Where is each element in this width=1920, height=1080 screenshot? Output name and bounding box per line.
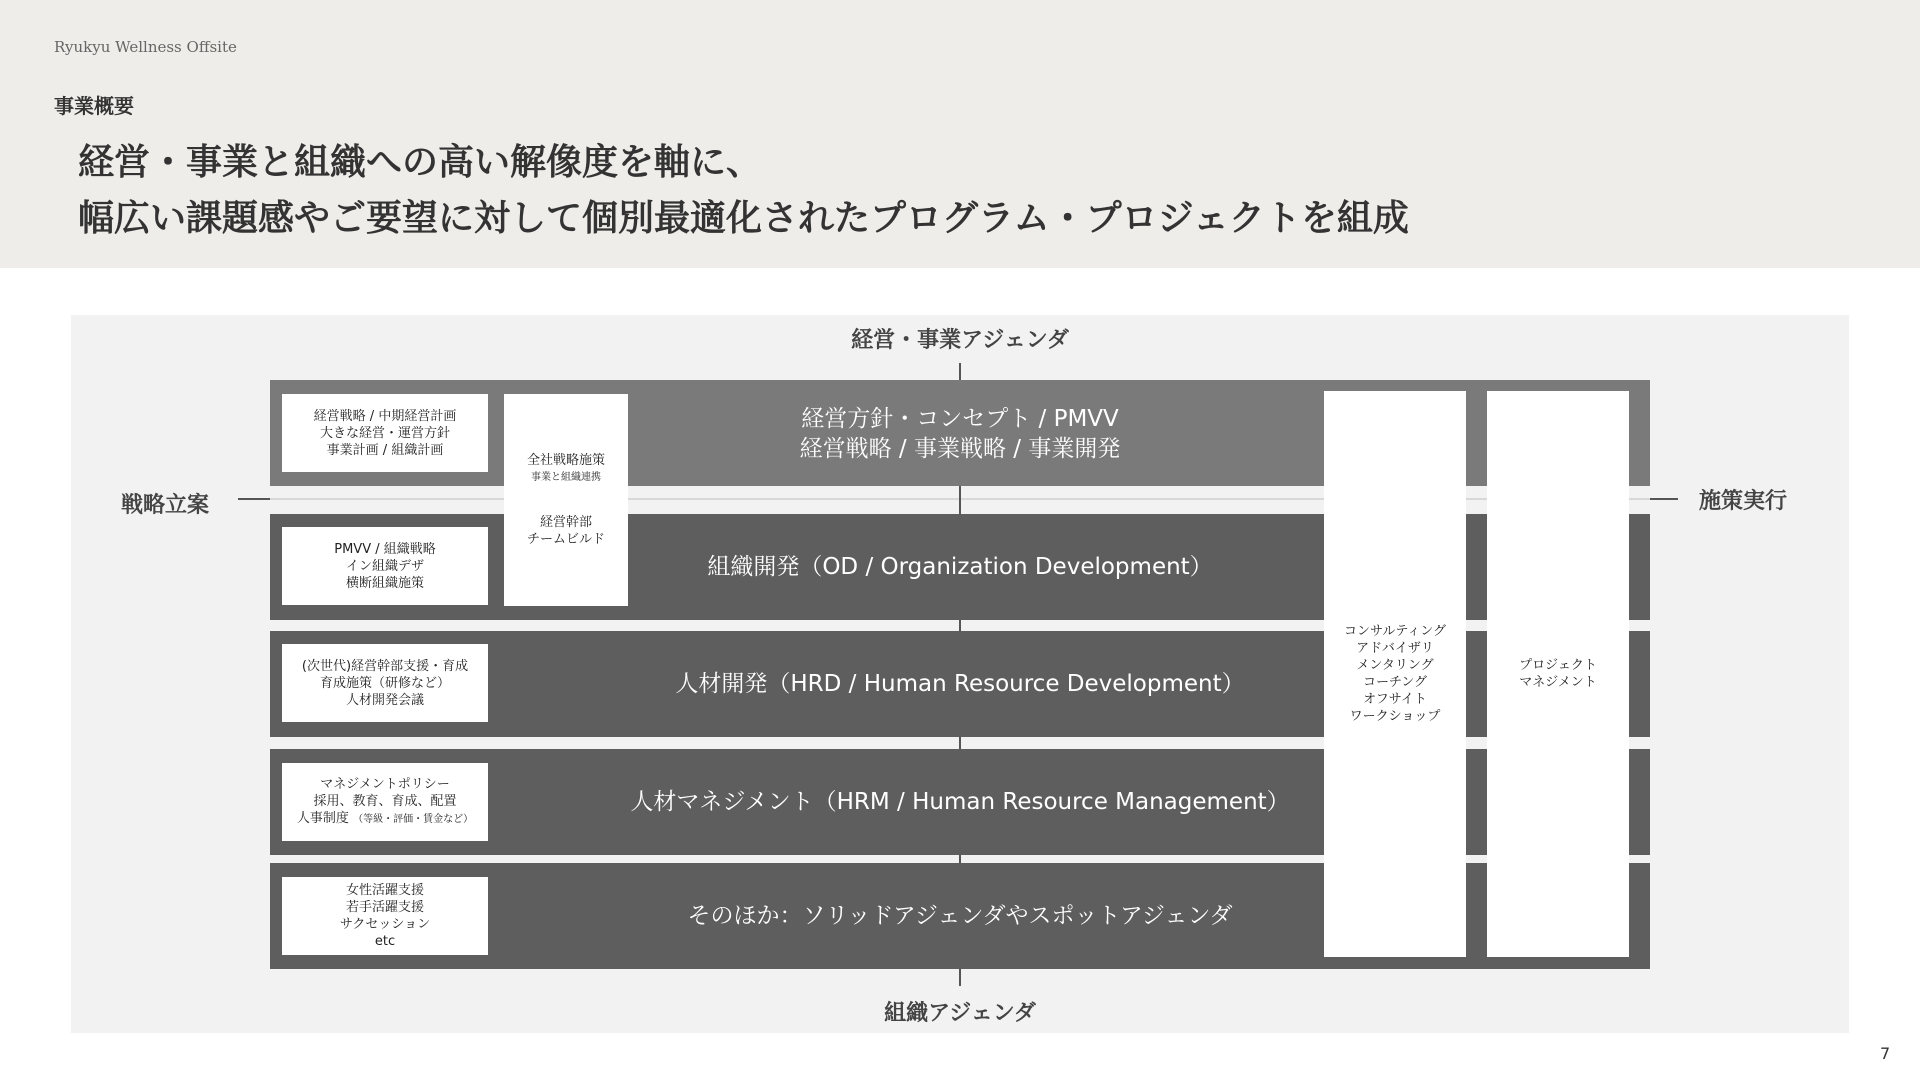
axis-connector [959,486,961,514]
note-line: 育成施策（研修など） [319,675,450,691]
overlay-line: 全社戦略施策 [526,453,605,468]
axis-connector [959,620,961,631]
consulting-line: コーチング [1362,675,1428,690]
note-line: サクセッション [339,917,431,932]
axis-connector [959,855,961,863]
headline-line-1: 経営・事業と組織への高い解像度を軸に、 [78,141,763,183]
note-box-od [282,527,488,605]
note-line: etc [374,934,396,949]
vertical-axis-bottom [959,968,961,986]
note-line: マネジメントポリシー [320,777,450,792]
axis-label-top: 経営・事業アジェンダ [851,328,1069,353]
horizontal-axis-right [1650,498,1678,500]
note-line: 事業計画 / 組織計画 [326,442,444,458]
note-box-management [282,394,488,472]
header [0,0,1920,268]
project-management-column [1487,391,1629,957]
consulting-column [1324,391,1466,957]
axis-connector [959,737,961,749]
project-line: マネジメント [1519,675,1597,690]
band-title-line: 経営戦略 / 事業戦略 / 事業開発 [799,436,1121,462]
note-line-sub: （等級・評価・賃金など） [353,814,474,825]
headline-line-2: 幅広い課題感やご要望に対して個別最適化されたプログラム・プロジェクトを組成 [78,197,1409,239]
note-box-hrd [282,644,488,722]
note-line-main: 人事制度 [296,811,349,826]
brand-name: Ryukyu Wellness Offsite [54,38,237,56]
page-number: 7 [1880,1044,1891,1063]
project-line: プロジェクト [1519,658,1597,673]
band-title-line: 経営方針・コンセプト / PMVV [801,406,1119,432]
band-title: 組織開発（OD / Organization Development） [707,554,1213,580]
consulting-line: アドバイザリ [1356,641,1434,656]
overlay-line: チームビルド [526,532,605,547]
page-title [78,134,1858,246]
note-line: イン組織デザ [345,558,424,574]
note-line: (次世代)経営幹部支援・育成 [301,658,469,674]
note-line [297,810,473,828]
note-box-other [282,877,488,955]
strategy-overlay-box [504,394,628,606]
overlay-line: 経営幹部 [539,515,592,530]
consulting-line: コンサルティング [1343,624,1447,639]
note-line: 経営戦略 / 中期経営計画 [313,408,457,424]
note-line: 女性活躍支援 [345,883,424,898]
consulting-line: オフサイト [1363,692,1427,707]
section-label: 事業概要 [54,94,134,118]
note-line: 採用、教育、育成、配置 [313,794,457,809]
axis-label-right: 施策実行 [1699,489,1788,514]
consulting-line: メンタリング [1356,658,1434,673]
band-title: 人材開発（HRD / Human Resource Development） [675,671,1245,697]
note-line: 人材開発会議 [345,692,424,708]
consulting-line: ワークショップ [1349,709,1441,724]
band-title: 人材マネジメント（HRM / Human Resource Management） [630,789,1290,815]
note-box-hrm [282,763,488,841]
axis-label-left: 戦略立案 [121,493,210,518]
axis-label-bottom: 組織アジェンダ [884,1001,1036,1026]
overlay-line: 事業と組織連携 [531,472,601,483]
note-line: PMVV / 組織戦略 [334,541,436,557]
horizontal-axis-left [238,498,270,500]
note-line: 若手活躍支援 [345,900,424,915]
band-title: そのほか：ソリッドアジェンダやスポットアジェンダ [687,903,1233,929]
note-line: 横断組織施策 [345,575,424,591]
note-line: 大きな経営・運営方針 [319,425,450,441]
